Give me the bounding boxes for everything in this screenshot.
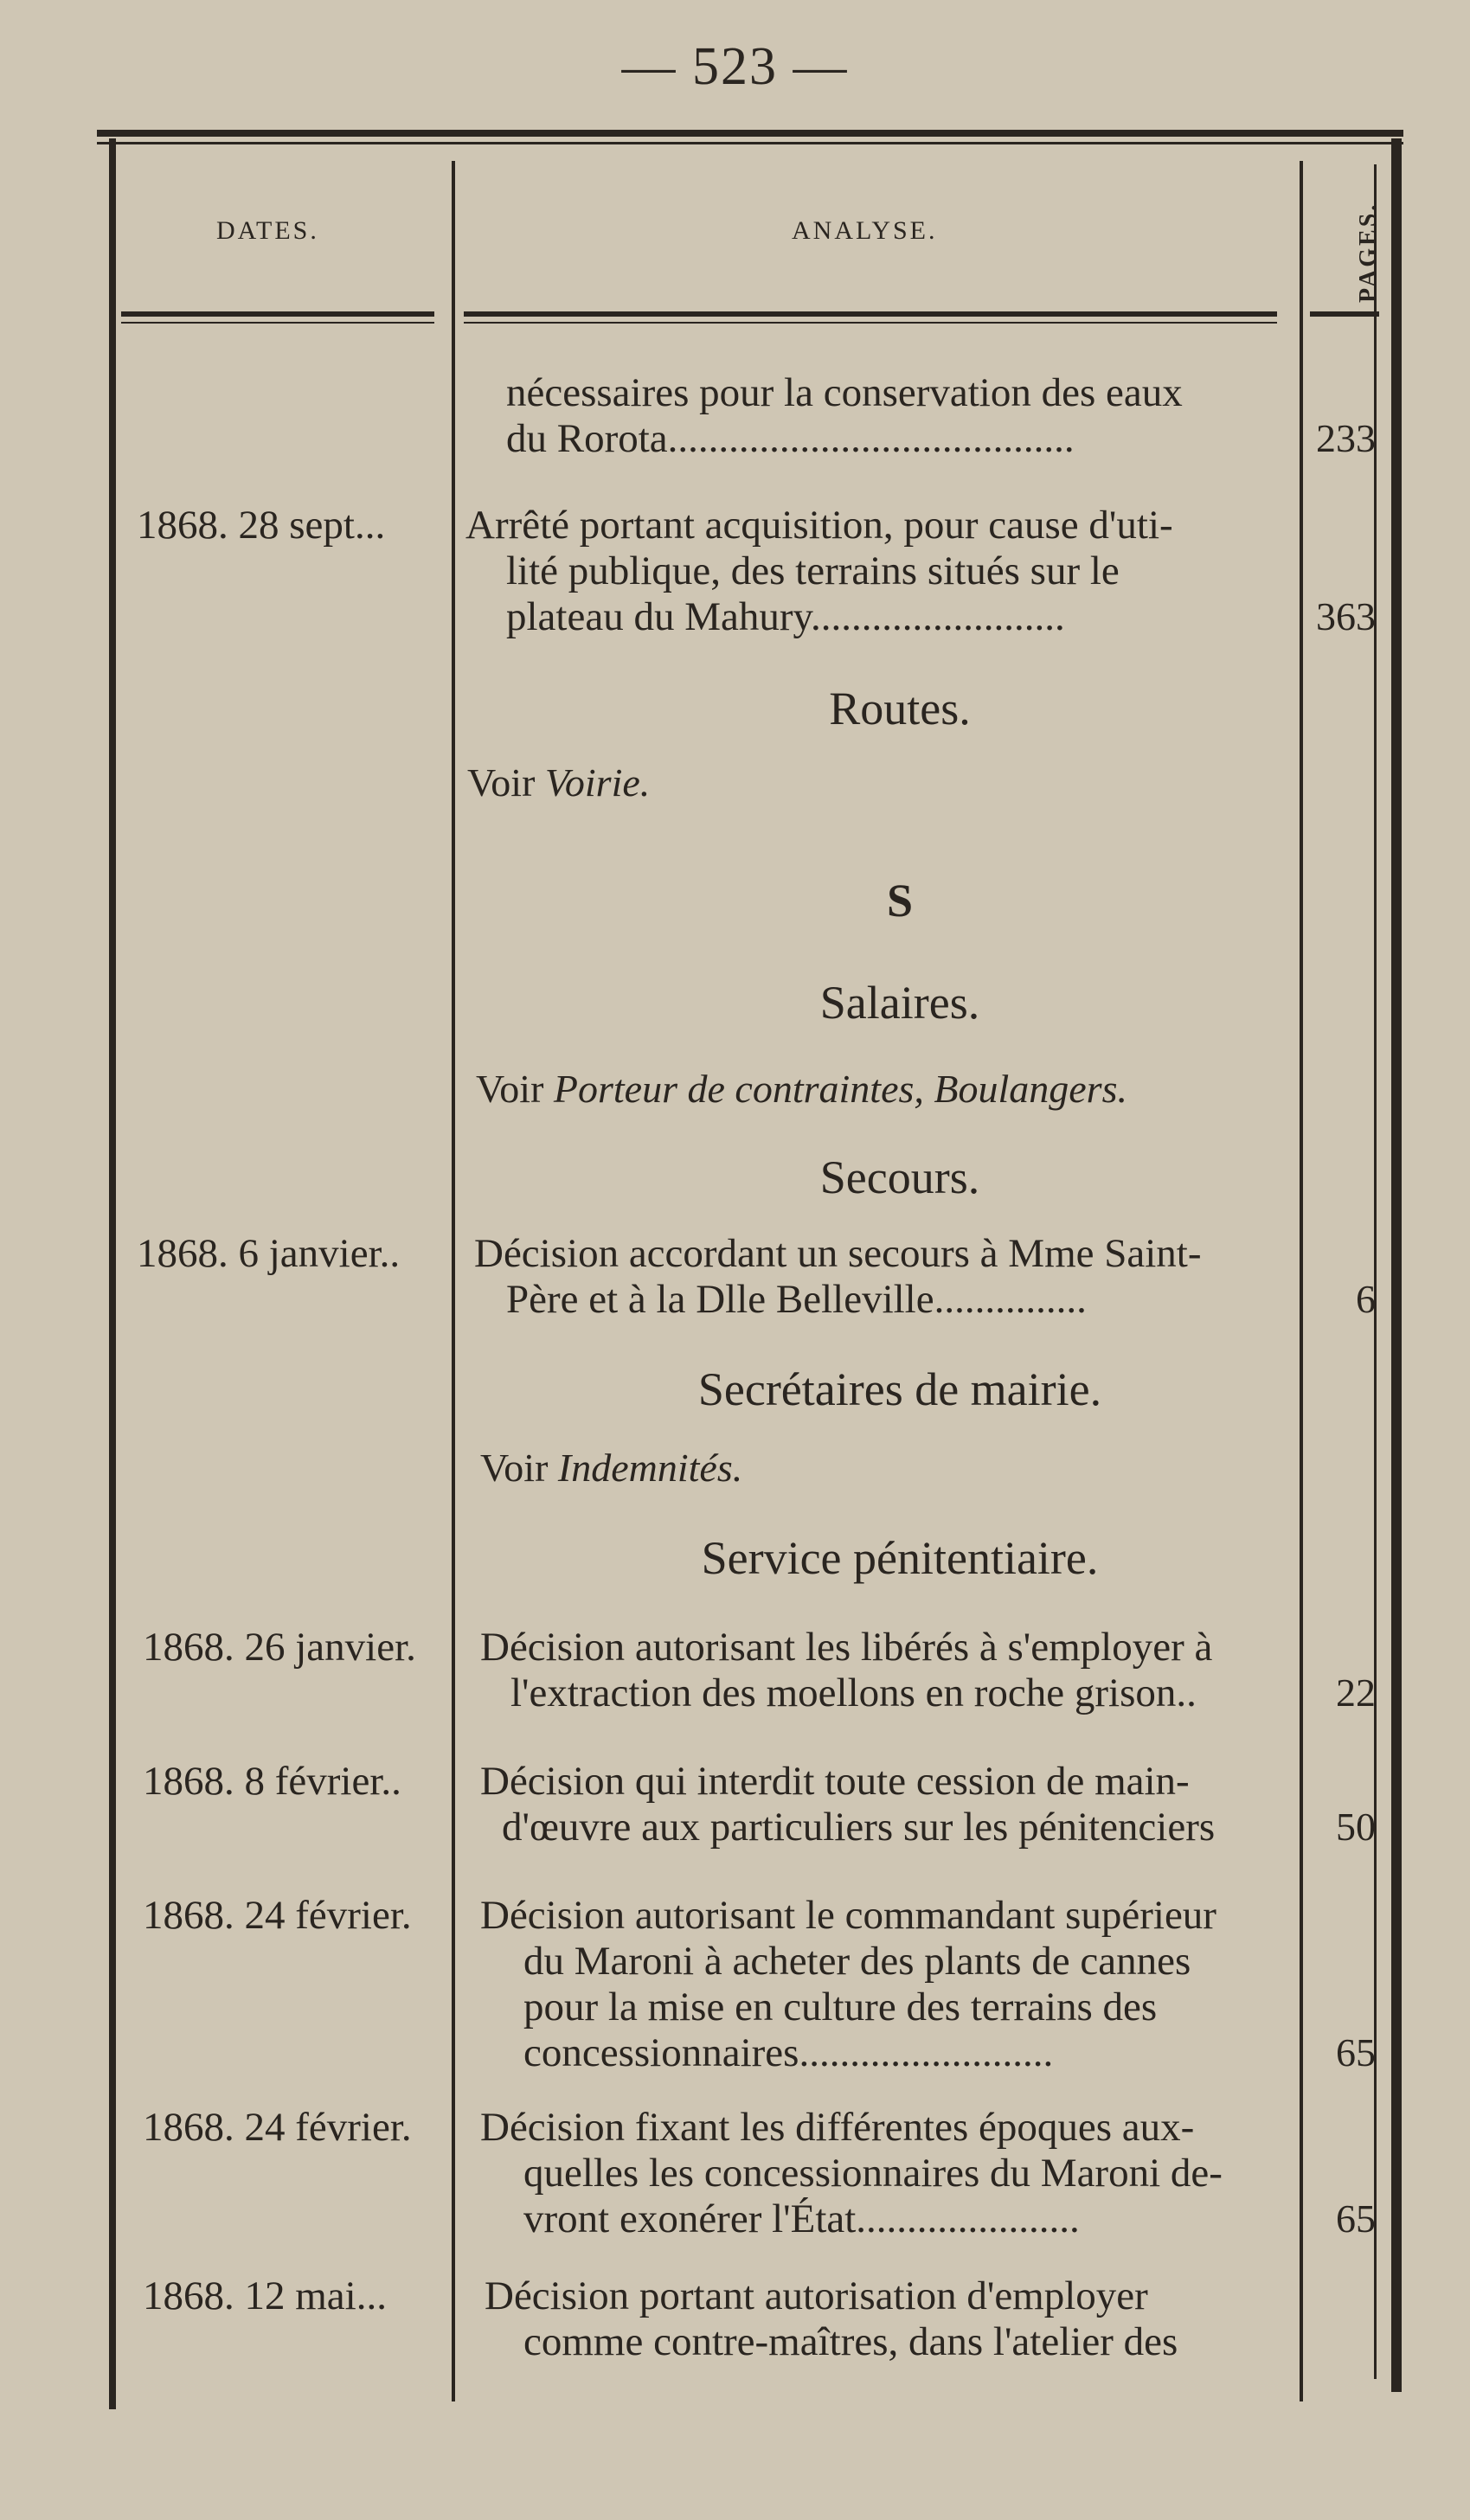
section-heading-service: Service pénitentiaire. [701, 1532, 1099, 1584]
entry-page: 50 [1336, 1805, 1376, 1849]
entry-line: Décision qui interdit toute cession de main- [480, 1759, 1190, 1804]
entry-page: 22 [1336, 1670, 1376, 1715]
entry-line: concessionnaires......................... [523, 2030, 1054, 2075]
table-right-border [1391, 138, 1402, 2392]
header-rule-analyse [464, 311, 1277, 317]
header-rule-dates-thin [121, 322, 434, 324]
entry-line: quelles les concessionnaires du Maroni de- [523, 2151, 1223, 2196]
entry-line: Décision autorisant le commandant supérieur [480, 1893, 1216, 1938]
entry-line: du Maroni à acheter des plants de cannes [523, 1939, 1191, 1984]
entry-line: nécessaires pour la conservation des eaux [506, 370, 1183, 415]
entry-line: pour la mise en culture des terrains des [523, 1985, 1158, 2029]
column-divider-pages [1300, 161, 1303, 2401]
entry-line: du Rorota........................................ [506, 416, 1075, 461]
entry-line: Décision accordant un secours à Mme Saint- [474, 1231, 1202, 1276]
section-heading-routes: Routes. [829, 683, 971, 734]
entry-date: 1868. 24 février. [143, 2105, 412, 2150]
entry-line: Décision portant autorisation d'employer [485, 2273, 1148, 2318]
entry-date: 1868. 12 mai... [143, 2273, 387, 2318]
entry-line: comme contre-maîtres, dans l'atelier des [523, 2319, 1178, 2364]
section-heading-secretaires: Secrétaires de mairie. [697, 1363, 1102, 1415]
entry-page: 65 [1336, 2030, 1376, 2074]
section-letter: S [886, 875, 914, 927]
header-pages: PAGES. [1355, 202, 1382, 303]
see-also-secretaires: Voir Indemnités. [480, 1446, 743, 1490]
entry-line: Arrêté portant acquisition, pour cause d'uti- [465, 503, 1173, 548]
section-heading-salaires: Salaires. [819, 977, 980, 1029]
header-analyse: ANALYSE. [792, 216, 938, 245]
header-rule-dates [121, 311, 434, 317]
entry-page: 6 [1356, 1277, 1376, 1321]
entry-line: d'œuvre aux particuliers sur les pénitenciers [502, 1805, 1216, 1850]
entry-date: 1868. 6 janvier.. [137, 1231, 401, 1276]
entry-date: 1868. 24 février. [143, 1893, 412, 1938]
entry-line: plateau du Mahury......................... [506, 594, 1065, 639]
entry-line: lité publique, des terrains situés sur le [506, 548, 1120, 593]
see-also-routes: Voir Voirie. [467, 760, 651, 805]
table-top-border [97, 130, 1403, 137]
table-top-border-inner [97, 142, 1403, 144]
header-dates: DATES. [216, 216, 319, 245]
entry-page: 363 [1316, 594, 1376, 638]
entry-line: Décision autorisant les libérés à s'employer à [480, 1625, 1213, 1670]
column-divider-dates [452, 161, 455, 2401]
entry-line: vront exonérer l'État...................... [523, 2196, 1080, 2241]
header-rule-pages [1310, 311, 1379, 317]
entry-page: 233 [1316, 416, 1376, 460]
entry-line: Père et à la Dlle Belleville............... [506, 1277, 1087, 1322]
see-also-salaires: Voir Porteur de contraintes, Boulangers. [476, 1067, 1127, 1111]
section-heading-secours: Secours. [819, 1151, 980, 1203]
entry-date: 1868. 8 février.. [143, 1759, 401, 1804]
header-rule-analyse-thin [464, 322, 1277, 324]
entry-date: 1868. 28 sept... [137, 503, 386, 548]
entry-line: l'extraction des moellons en roche grison.. [510, 1670, 1197, 1715]
entry-page: 65 [1336, 2196, 1376, 2241]
page-number: — 523 — [621, 37, 849, 96]
table-left-border [109, 138, 116, 2409]
entry-date: 1868. 26 janvier. [143, 1625, 416, 1670]
entry-line: Décision fixant les différentes époques aux- [480, 2105, 1195, 2150]
